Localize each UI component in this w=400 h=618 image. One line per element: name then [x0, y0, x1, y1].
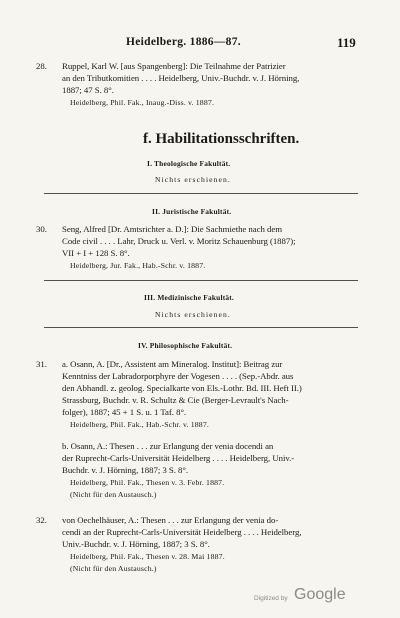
faculty-note: Nichts erschienen.	[155, 175, 231, 184]
entry-line: Seng, Alfred [Dr. Amtsrichter a. D.]: Die Sachmiethe nach dem	[62, 224, 282, 234]
faculty-heading: I. Theologische Fakultät.	[147, 159, 231, 168]
entry-note: Heidelberg, Phil. Fak., Hab.-Schr. v. 1887.	[70, 420, 209, 429]
entry-note: (Nicht für den Austausch.)	[70, 490, 157, 499]
entry-line: Strassburg, Buchdr. v. R. Schultz & Cie (Berger-Levrault's Nach-	[62, 395, 289, 405]
running-header: Heidelberg. 1886—87.	[126, 36, 241, 48]
entry-line: den Abhandl. z. geolog. Specialkarte von Els.-Lothr. Bd. III. Heft II.)	[62, 383, 302, 393]
entry-line: b. Osann, A.: Thesen . . . zur Erlangung der venia docendi an	[62, 441, 274, 451]
watermark-prefix: Digitized by	[254, 595, 288, 602]
divider	[44, 327, 358, 328]
entry-note: Heidelberg, Jur. Fak., Hab.-Schr. v. 1887.	[70, 261, 206, 270]
watermark-logo: Google	[294, 586, 346, 603]
section-heading: f. Habilitationsschriften.	[143, 131, 300, 147]
entry-line: von Oechelhäuser, A.: Thesen . . . zur Erlangung der venia do-	[62, 515, 279, 525]
entry-line: Univ.-Buchdr. v. J. Hörning, 1887; 3 S. 8°.	[62, 539, 210, 549]
entry-line: an den Tributkomitien . . . . Heidelberg, Univ.-Buchdr. v. J. Hörning,	[62, 73, 300, 83]
entry-line: folger), 1887; 45 + 1 S. u. 1 Taf. 8°.	[62, 407, 187, 417]
entry-line: Kenntniss der Labradorporphyre der Vogesen . . . . (Sep.-Abdr. aus	[62, 371, 294, 381]
entry-number: 31.	[36, 359, 47, 369]
entry-line: a. Osann, A. [Dr., Assistent am Mineralog. Institut]: Beitrag zur	[62, 359, 283, 369]
faculty-heading: III. Medizinische Fakultät.	[144, 293, 234, 302]
entry-line: Code civil . . . . Lahr, Druck u. Verl. v. Moritz Schauenburg (1887);	[62, 236, 296, 246]
faculty-heading: II. Juristische Fakultät.	[152, 207, 232, 216]
divider	[44, 193, 358, 194]
entry-note: Heidelberg, Phil. Fak., Thesen v. 3. Febr. 1887.	[70, 478, 225, 487]
entry-number: 30.	[36, 224, 47, 234]
entry-line: Ruppel, Karl W. [aus Spangenberg]: Die Teilnahme der Patrizier	[62, 61, 286, 71]
entry-line: der Ruprecht-Carls-Universität Heidelberg . . . . Heidelberg, Univ.-	[62, 453, 295, 463]
entry-note: Heidelberg, Phil. Fak., Thesen v. 28. Mai 1887.	[70, 552, 225, 561]
entry-number: 28.	[36, 61, 47, 71]
entry-note: Heidelberg, Phil. Fak., Inaug.-Diss. v. 1887.	[70, 98, 215, 107]
entry-number: 32.	[36, 515, 47, 525]
page-number: 119	[337, 35, 356, 50]
entry-line: cendi an der Ruprecht-Carls-Universität Heidelberg . . . . Heidelberg,	[62, 527, 302, 537]
entry-line: 1887; 47 S. 8°.	[62, 85, 114, 95]
divider	[44, 280, 358, 281]
faculty-note: Nichts erschienen.	[155, 310, 231, 319]
faculty-heading: IV. Philosophische Fakultät.	[138, 341, 233, 350]
entry-note: (Nicht für den Austausch.)	[70, 564, 157, 573]
entry-line: Buchdr. v. J. Hörning, 1887; 3 S. 8°.	[62, 465, 188, 475]
entry-line: VII + I + 128 S. 8°.	[62, 248, 130, 258]
